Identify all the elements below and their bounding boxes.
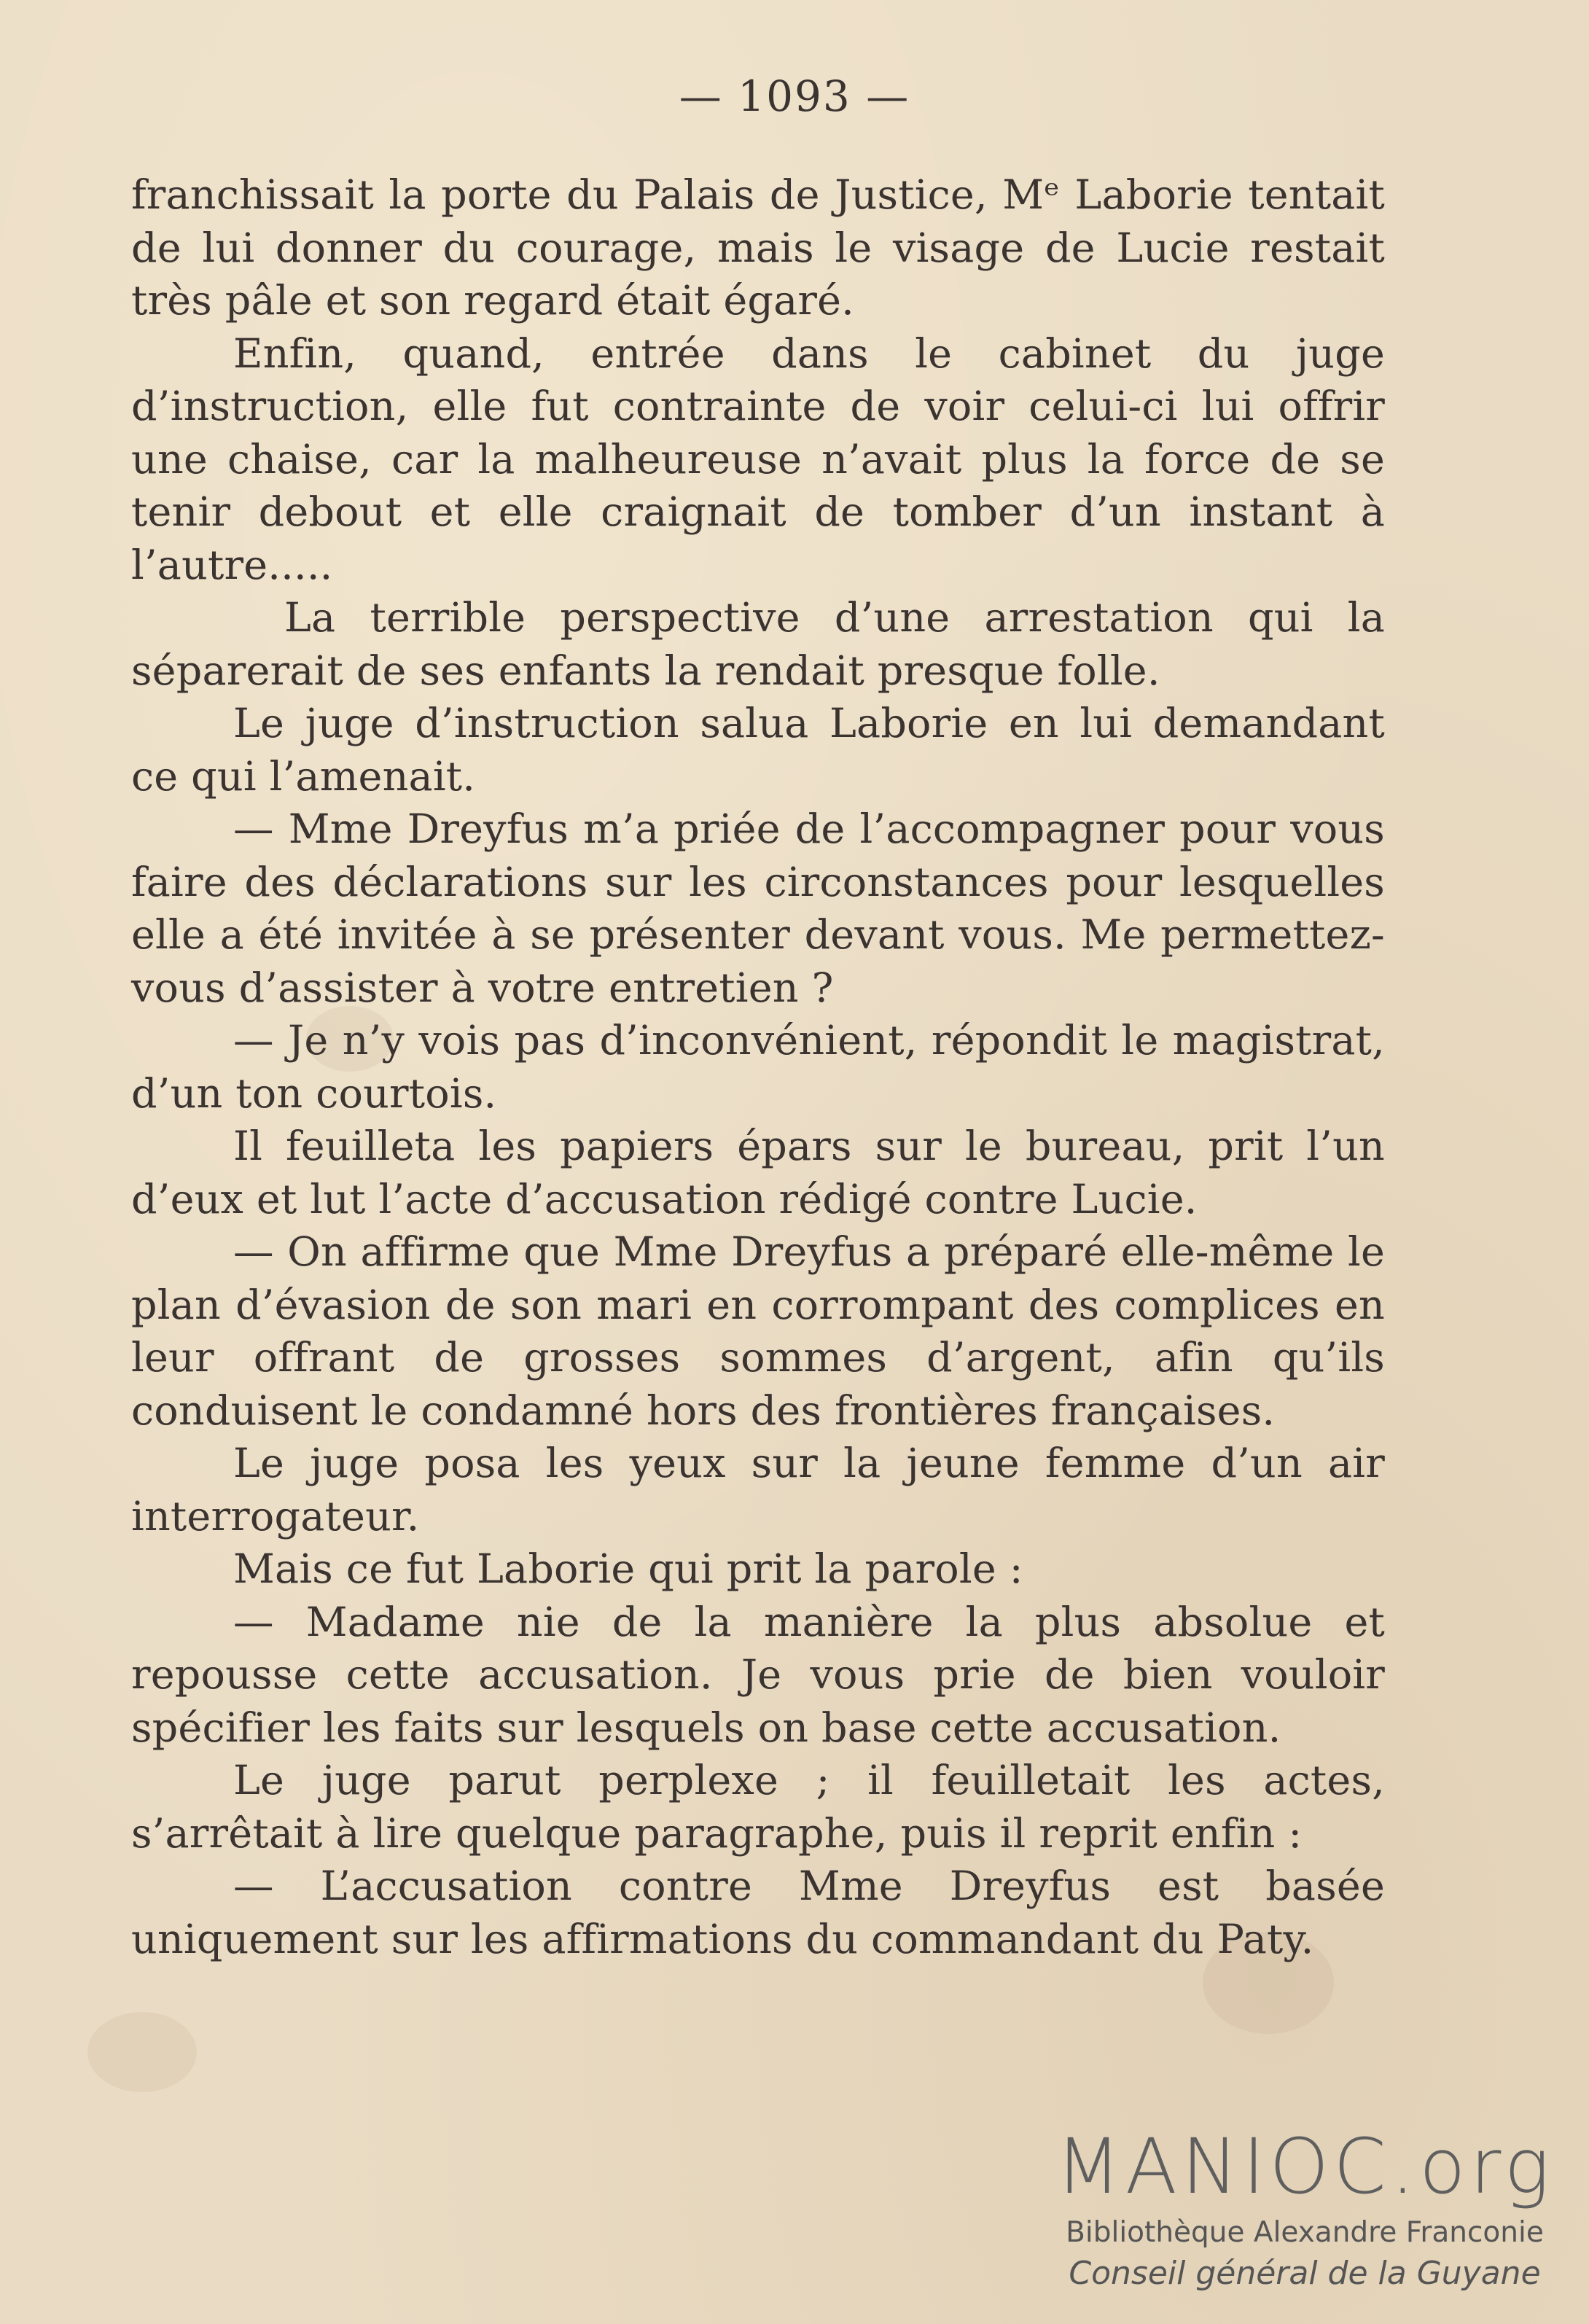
paragraph: — On affirme que Mme Dreyfus a préparé elle-même le plan d’évasion de son mari en corrompant des complices en leur offrant de grosses sommes d’argent, afin qu’ils conduisent le condamné hors des frontières françaises. (131, 1228, 1385, 1435)
paragraph: — L’accusation contre Mme Dreyfus est basée uniquement sur les affirmations du commandant du Paty. (131, 1863, 1385, 1963)
page-number: — 1093 — (679, 71, 910, 121)
paragraph: Le juge posa les yeux sur la jeune femme d’un air interrogateur. (131, 1440, 1385, 1540)
paragraph: Le juge parut perplexe ; il feuilletait les actes, s’arrêtait à lire quelque paragraphe, puis il reprit enfin : (131, 1757, 1385, 1857)
paragraph: Enfin, quand, entrée dans le cabinet du juge d’instruction, elle fut contrainte de voir celui-ci lui offrir une chaise, car la malheureuse n’avait plus la force de se tenir debout et elle craignait de tomber d’un instant à l’autre..... (131, 330, 1385, 589)
council-name: Conseil général de la Guyane (1069, 2255, 1541, 2292)
paragraph: Il feuilleta les papiers épars sur le bureau, prit l’un d’eux et lut l’acte d’accusation rédigé contre Lucie. (131, 1123, 1385, 1223)
manioc-logo: MANIOC.org (1055, 2122, 1554, 2211)
paragraph: La terrible perspective d’une arrestation qui la séparerait de ses enfants la rendait presque folle. (131, 594, 1385, 695)
manioc-watermark (1042, 2122, 1567, 2292)
paragraph: Mais ce fut Laborie qui prit la parole : (233, 1545, 1023, 1593)
paragraph: franchissait la porte du Palais de Justice, Mᵉ Laborie tentait de lui donner du courage, mais le visage de Lucie restait très pâle et son regard était égaré. (131, 171, 1385, 324)
paragraph: — Je n’y vois pas d’inconvénient, répondit le magistrat, d’un ton courtois. (131, 1017, 1385, 1118)
paragraph: — Mme Dreyfus m’a priée de l’accompagner pour vous faire des déclarations sur les circonstances pour lesquelles elle a été invitée à se présenter devant vous. Me permettez-vous d’assister à votre entretien ? (131, 806, 1385, 1012)
paragraph: Le juge d’instruction salua Laborie en lui demandant ce qui l’amenait. (131, 700, 1385, 800)
library-name: Bibliothèque Alexandre Franconie (1066, 2216, 1544, 2249)
paragraph: — Madame nie de la manière la plus absolue et repousse cette accusation. Je vous prie de bien vouloir spécifier les faits sur lesquels on base cette accusation. (131, 1598, 1385, 1752)
paper-stain (87, 2012, 197, 2092)
body-text (131, 169, 1385, 1966)
